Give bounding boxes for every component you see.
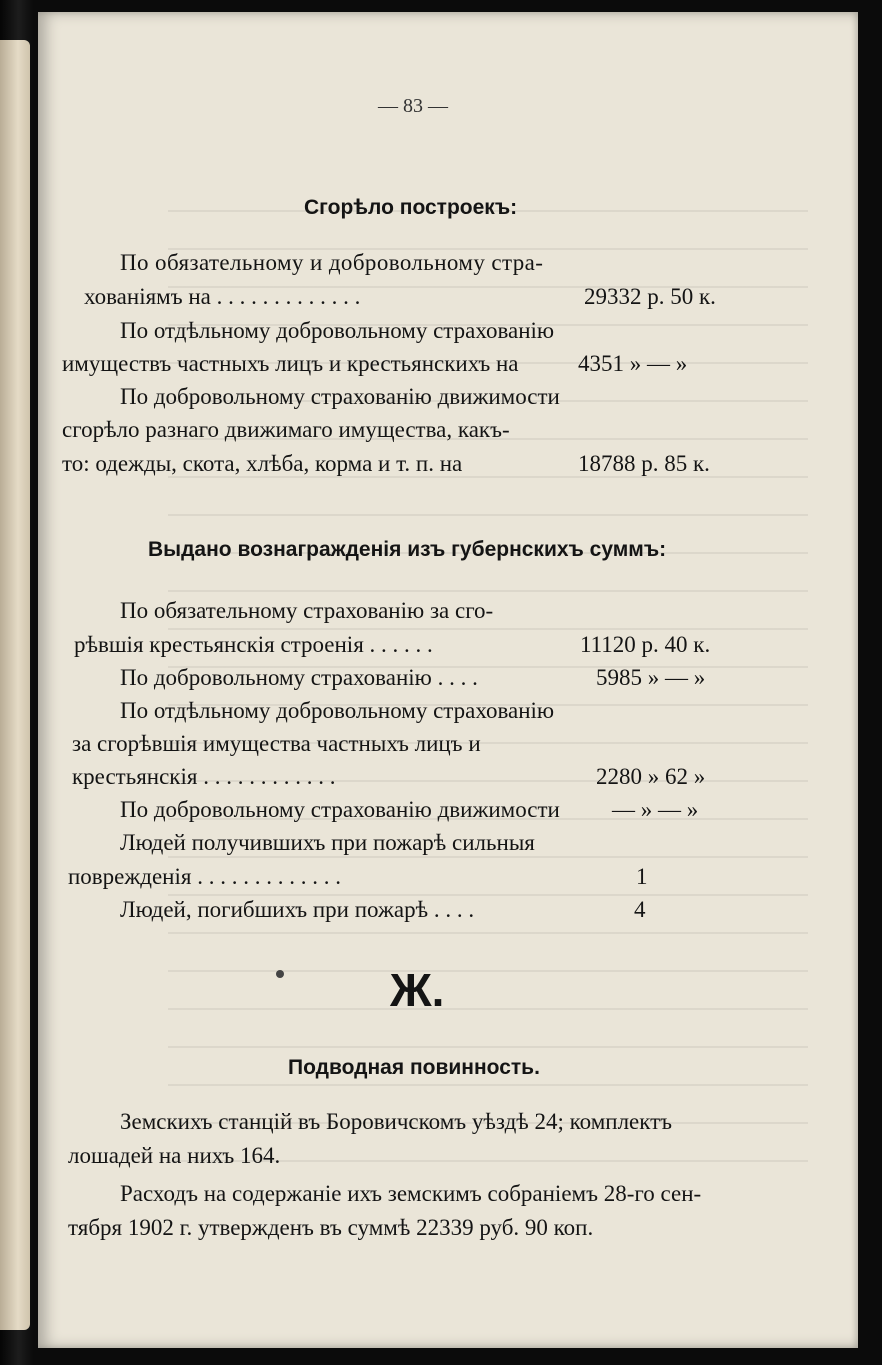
text-line: Людей, погибшихъ при пожарѣ . . . . <box>120 897 475 922</box>
section-heading-cartage-duty: Подводная повинность. <box>288 1056 540 1079</box>
text-line: хованіямъ на . . . . . . . . . . . . . <box>84 284 361 309</box>
text-line: Земскихъ станцій въ Боровичскомъ уѣздѣ 24; комплектъ <box>120 1109 673 1134</box>
amount-value: 29332 р. 50 к. <box>584 284 716 309</box>
text-line: По добровольному страхованію движимости <box>120 797 560 822</box>
text-line: По добровольному страхованію . . . . <box>120 665 478 690</box>
text-line: крестьянскія . . . . . . . . . . . . <box>72 764 336 789</box>
text-line: за сгорѣвшія имущества частныхъ лицъ и <box>72 731 481 756</box>
text-line: По отдѣльному добровольному страхованію <box>120 698 555 723</box>
text-line: По обязательному и добровольному стра- <box>120 250 544 275</box>
text-line: то: одежды, скота, хлѣба, корма и т. п. на <box>62 451 463 476</box>
section-heading-compensation: Выдано вознагражденія изъ губернскихъ суммъ: <box>148 538 667 561</box>
amount-value: 11120 р. 40 к. <box>580 632 711 657</box>
previous-page-edge <box>0 40 30 1330</box>
text-line: По обязательному страхованію за сго- <box>120 598 494 623</box>
amount-value: 4 <box>634 897 646 922</box>
amount-value: 4351 » — » <box>578 351 688 376</box>
text-line: имуществъ частныхъ лицъ и крестьянскихъ на <box>62 351 519 376</box>
amount-value: 18788 р. 85 к. <box>578 451 710 476</box>
amount-value: 2280 » 62 » <box>596 764 706 789</box>
section-letter: Ж. <box>390 964 445 1016</box>
page-number: — 83 — <box>378 95 448 117</box>
section-heading-burned-buildings: Сгорѣло построекъ: <box>304 196 518 219</box>
text-line: лошадей на нихъ 164. <box>68 1143 281 1168</box>
amount-value: 1 <box>636 864 648 889</box>
amount-value: 5985 » — » <box>596 665 706 690</box>
text-line: поврежденія . . . . . . . . . . . . . <box>68 864 341 889</box>
text-line: По отдѣльному добровольному страхованію <box>120 318 555 343</box>
book-page <box>38 12 858 1348</box>
text-line: тября 1902 г. утвержденъ въ суммѣ 22339 руб. 90 коп. <box>68 1215 594 1240</box>
text-line: Расходъ на содержаніе ихъ земскимъ собраніемъ 28-го сен- <box>120 1181 702 1206</box>
text-line: По добровольному страхованію движимости <box>120 384 560 409</box>
amount-value: — » — » <box>612 797 699 822</box>
text-line: рѣвшія крестьянскія строенія . . . . . . <box>74 632 433 657</box>
ink-spot <box>276 970 284 978</box>
text-line: Людей получившихъ при пожарѣ сильныя <box>120 830 535 855</box>
text-line: сгорѣло разнаго движимаго имущества, какъ- <box>62 417 510 442</box>
